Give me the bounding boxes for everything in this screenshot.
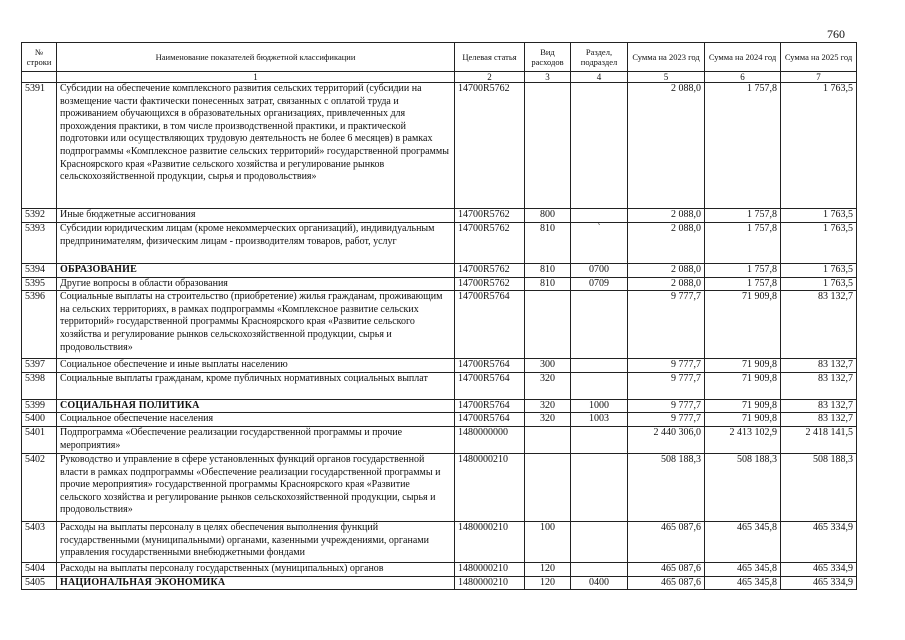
row-section [571,209,628,223]
row-2025: 1 763,5 [781,277,857,291]
row-section [571,426,628,453]
row-kind: 120 [525,576,571,590]
table-row [22,562,857,576]
row-kind [525,291,571,359]
row-name: Руководство и управление в сфере установленных функций органов государственной власти в рамках подпрограммы «Обеспечение реализации государственной программы и прочие мероприятия» государственной программы Красноярского края «Развитие сельского хозяйства и регулирование рынков сельскохозяйственной продукции, сырья и продовольствия» [57,453,455,521]
column-number: 5 [628,72,705,83]
header-2023: Сумма на 2023 год [628,43,705,72]
row-kind: 320 [525,413,571,427]
row-name: Социальные выплаты на строительство (приобретение) жилья гражданам, проживающим на сельских территориях, в рамках подпрограммы «Комплексное развитие сельских территорий» государственной программы Красноярского края «Развитие сельского хозяйства и регулирование рынков сельскохозяйственной продукции, сырья и продовольствия» [57,291,455,359]
table-row [22,264,857,278]
row-target: 14700R5764 [455,291,525,359]
row-section [571,562,628,576]
row-kind [525,426,571,453]
row-number: 5394 [22,264,57,278]
row-2023: 9 777,7 [628,413,705,427]
row-section [571,291,628,359]
page-number: 760 [827,27,845,41]
table-row [22,223,857,264]
row-section: 0700 [571,264,628,278]
row-target: 14700R5764 [455,359,525,373]
row-2023: 2 088,0 [628,264,705,278]
row-name: Иные бюджетные ассигнования [57,209,455,223]
row-name: Социальное обеспечение и иные выплаты населению [57,359,455,373]
row-target: 14700R5764 [455,372,525,399]
table-row [22,291,857,359]
row-name: Субсидии на обеспечение комплексного развития сельских территорий (субсидии на возмещение части фактически понесенных затрат, связанных с оплатой труда и проживанием обучающихся в образовательных организациях, привлеченных для прохождения практики, в том числе производственной практики, и практической подготовки или осуществляющих трудовую деятельность не более 6 месяцев) в рамках подпрограммы «Комплексное развитие сельских территорий» государственной программы Красноярского края «Развитие сельского хозяйства и регулирование рынков сельскохозяйственной продукции, сырья и продовольствия» [57,83,455,209]
row-section [571,83,628,209]
header-row [22,43,857,72]
row-2023: 2 440 306,0 [628,426,705,453]
row-name: Расходы на выплаты персоналу государственных (муниципальных) органов [57,562,455,576]
row-2024: 2 413 102,9 [705,426,781,453]
row-number: 5395 [22,277,57,291]
row-2023: 508 188,3 [628,453,705,521]
row-kind: 100 [525,521,571,562]
row-target: 14700R5764 [455,413,525,427]
header-2024: Сумма на 2024 год [705,43,781,72]
row-2023: 2 088,0 [628,209,705,223]
row-number: 5396 [22,291,57,359]
table-row [22,372,857,399]
row-2024: 1 757,8 [705,277,781,291]
row-2024: 1 757,8 [705,209,781,223]
column-number: 4 [571,72,628,83]
column-number: 3 [525,72,571,83]
row-kind [525,453,571,521]
row-number: 5405 [22,576,57,590]
column-number-row [22,72,857,83]
table-row [22,426,857,453]
row-2023: 9 777,7 [628,399,705,413]
row-2025: 1 763,5 [781,264,857,278]
row-2025: 1 763,5 [781,83,857,209]
column-number: 1 [57,72,455,83]
header-section: Раздел, подраздел [571,43,628,72]
row-2024: 71 909,8 [705,399,781,413]
row-target: 14700R5764 [455,399,525,413]
row-target: 14700R5762 [455,223,525,264]
budget-table [21,42,857,590]
row-2024: 71 909,8 [705,372,781,399]
row-2025: 83 132,7 [781,359,857,373]
row-section [571,521,628,562]
row-2025: 83 132,7 [781,372,857,399]
row-target: 1480000210 [455,562,525,576]
row-kind: 800 [525,209,571,223]
header-kind: Вид расходов [525,43,571,72]
row-number: 5401 [22,426,57,453]
table-row [22,209,857,223]
row-2025: 465 334,9 [781,562,857,576]
row-2024: 465 345,8 [705,576,781,590]
header-target: Целевая статья [455,43,525,72]
row-2025: 83 132,7 [781,399,857,413]
row-number: 5404 [22,562,57,576]
row-section [571,372,628,399]
header-row-no: № строки [22,43,57,72]
column-number: 7 [781,72,857,83]
row-2024: 1 757,8 [705,264,781,278]
row-kind: 300 [525,359,571,373]
column-number [22,72,57,83]
row-target: 1480000210 [455,453,525,521]
row-2025: 465 334,9 [781,576,857,590]
row-2023: 2 088,0 [628,277,705,291]
row-2025: 1 763,5 [781,209,857,223]
row-kind: 810 [525,264,571,278]
row-number: 5397 [22,359,57,373]
row-target: 14700R5762 [455,277,525,291]
row-target: 1480000210 [455,521,525,562]
row-kind [525,83,571,209]
row-kind: 810 [525,223,571,264]
row-section: 0709 [571,277,628,291]
row-name: Расходы на выплаты персоналу в целях обеспечения выполнения функций государственными (муниципальными) органами, казенными учреждениями, органами управления государственными внебюджетными фондами [57,521,455,562]
row-2025: 465 334,9 [781,521,857,562]
row-name: СОЦИАЛЬНАЯ ПОЛИТИКА [57,399,455,413]
table-row [22,277,857,291]
row-target: 14700R5762 [455,264,525,278]
row-number: 5398 [22,372,57,399]
row-target: 1480000000 [455,426,525,453]
row-name: Субсидии юридическим лицам (кроме некоммерческих организаций), индивидуальным предпринимателям, физическим лицам - производителям товаров, работ, услуг [57,223,455,264]
row-2025: 83 132,7 [781,413,857,427]
row-number: 5393 [22,223,57,264]
row-2024: 1 757,8 [705,223,781,264]
row-name: НАЦИОНАЛЬНАЯ ЭКОНОМИКА [57,576,455,590]
row-2024: 71 909,8 [705,359,781,373]
row-number: 5403 [22,521,57,562]
row-2025: 1 763,5 [781,223,857,264]
row-2025: 83 132,7 [781,291,857,359]
header-2025: Сумма на 2025 год [781,43,857,72]
row-2024: 465 345,8 [705,562,781,576]
row-2023: 2 088,0 [628,223,705,264]
table-row [22,521,857,562]
row-kind: 810 [525,277,571,291]
row-number: 5400 [22,413,57,427]
row-name: Социальные выплаты гражданам, кроме публичных нормативных социальных выплат [57,372,455,399]
row-2024: 508 188,3 [705,453,781,521]
row-2023: 465 087,6 [628,521,705,562]
row-target: 1480000210 [455,576,525,590]
row-2024: 465 345,8 [705,521,781,562]
row-target: 14700R5762 [455,83,525,209]
row-kind: 320 [525,372,571,399]
row-name: ОБРАЗОВАНИЕ [57,264,455,278]
row-name: Другие вопросы в области образования [57,277,455,291]
row-2025: 508 188,3 [781,453,857,521]
row-kind: 320 [525,399,571,413]
row-2023: 9 777,7 [628,372,705,399]
row-number: 5391 [22,83,57,209]
row-number: 5399 [22,399,57,413]
row-name: Социальное обеспечение населения [57,413,455,427]
row-name: Подпрограмма «Обеспечение реализации государственной программы и прочие мероприятия» [57,426,455,453]
row-2025: 2 418 141,5 [781,426,857,453]
table-row [22,576,857,590]
row-section: 1003 [571,413,628,427]
row-section: 1000 [571,399,628,413]
row-number: 5392 [22,209,57,223]
row-2023: 465 087,6 [628,562,705,576]
row-2024: 71 909,8 [705,291,781,359]
row-2023: 2 088,0 [628,83,705,209]
table-row [22,453,857,521]
row-2023: 465 087,6 [628,576,705,590]
row-target: 14700R5762 [455,209,525,223]
table-row [22,413,857,427]
row-section: 0400 [571,576,628,590]
row-kind: 120 [525,562,571,576]
row-2023: 9 777,7 [628,291,705,359]
row-2023: 9 777,7 [628,359,705,373]
table-row [22,83,857,209]
row-section: ` [571,223,628,264]
row-2024: 1 757,8 [705,83,781,209]
table-row [22,359,857,373]
column-number: 6 [705,72,781,83]
table-row [22,399,857,413]
row-section [571,359,628,373]
row-number: 5402 [22,453,57,521]
row-section [571,453,628,521]
header-name: Наименование показателей бюджетной классификации [57,43,455,72]
column-number: 2 [455,72,525,83]
row-2024: 71 909,8 [705,413,781,427]
